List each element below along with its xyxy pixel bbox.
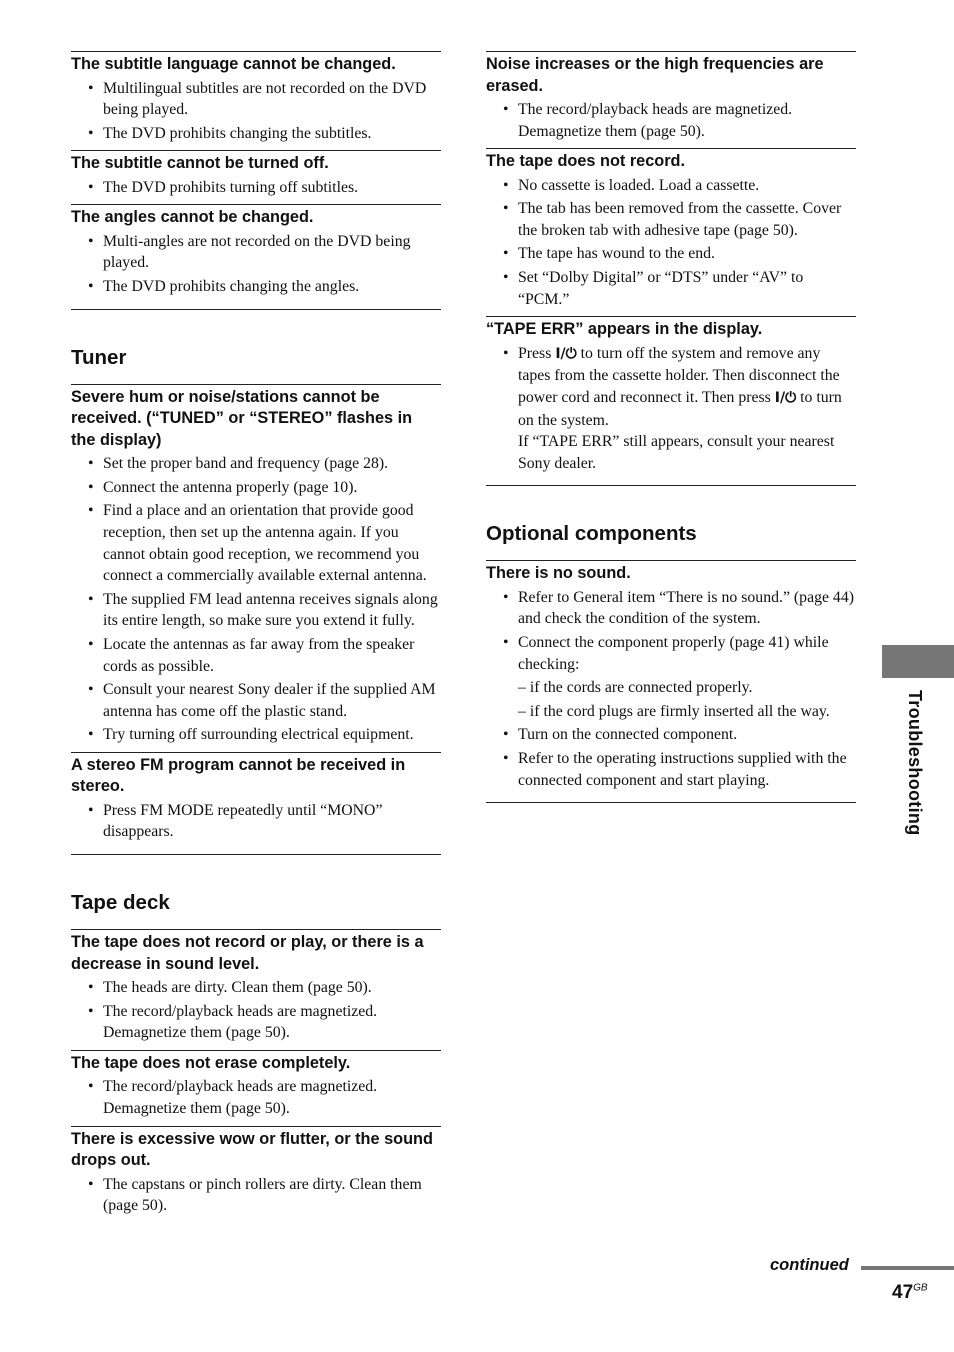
issue-heading: Noise increases or the high frequencies are erased. [486,55,824,95]
list-item: • Refer to General item “There is no sound.” (page 44) and check the condition of the system. [503,588,854,628]
list-item: • Locate the antennas as far away from the speaker cords as possible. [88,635,415,675]
list-item: • Connect the antenna properly (page 10). [88,478,358,496]
list-item: • The DVD prohibits changing the angles. [88,278,360,296]
power-icon: I/⏻ [774,389,797,406]
section-title-tuner: Tuner [71,345,127,369]
sub-item: – if the cords are connected properly. [518,679,753,697]
list-item: • The DVD prohibits changing the subtitles. [88,124,372,142]
issue-heading: The angles cannot be changed. [71,208,314,227]
page-suffix: GB [913,1282,928,1294]
issue-stereo-fm [71,752,441,855]
list-item: • Set “Dolby Digital” or “DTS” under “AV” to “PCM.” [503,269,804,308]
issue-no-sound [486,560,856,803]
section-tab-marker [882,645,954,678]
issue-heading: Severe hum or noise/stations cannot be received. (“TUNED” or “STEREO” flashes in the display) [71,387,413,449]
list-item: • The tab has been removed from the cassette. Cover the broken tab with adhesive tape (page 50). [503,200,842,239]
left-column [71,51,441,1223]
issue-noise-increases [486,51,856,142]
issue-heading: There is no sound. [486,564,631,583]
issue-severe-hum [71,384,441,746]
list-item: • No cassette is loaded. Load a cassette. [503,176,760,194]
issue-heading: “TAPE ERR” appears in the display. [486,320,763,339]
section-title-optional-components: Optional components [486,522,697,546]
list-item: • Turn on the connected component. [503,726,738,744]
list-item: • Press FM MODE repeatedly until “MONO” disappears. [88,801,383,841]
issue-subtitle-language [71,51,441,144]
continued-label: continued [770,1256,849,1274]
right-column [486,51,856,803]
issue-heading: The subtitle cannot be turned off. [71,154,329,173]
page-number: $47^{GB}$ [892,1282,928,1303]
issue-wow-flutter [71,1126,441,1217]
issue-angles [71,204,441,309]
issue-tape-err [486,316,856,486]
list-item: • Press I/⏻ to turn off the system and remove any tapes from the cassette holder. Then disconnect the power cord and reconnect it. Then press I/⏻ to turn on the system. If “TAPE ERR” still appears, consult your nearest Sony dealer. [503,344,842,472]
issue-heading: The subtitle language cannot be changed. [71,55,396,73]
list-item: • Multi-angles are not recorded on the DVD being played. [88,232,411,272]
list-item: • Try turning off surrounding electrical equipment. [88,726,414,744]
side-section-label: Troubleshooting [905,690,925,836]
list-item: • The record/playback heads are magnetized. Demagnetize them (page 50). [88,1002,378,1042]
issue-tape-record-play [71,929,441,1044]
list-item: • Consult your nearest Sony dealer if the supplied AM antenna has come off the plastic stand. [88,681,436,720]
issue-heading: The tape does not record or play, or there is a decrease in sound level. [71,933,424,973]
list-item: • The supplied FM lead antenna receives signals along its entire length, so make sure you extend it fully. [88,590,438,630]
list-item: • The DVD prohibits turning off subtitles. [88,178,359,196]
list-item: • Refer to the operating instructions supplied with the connected component and start playing. [503,749,847,789]
continued-rule [861,1266,954,1270]
issue-tape-not-record [486,148,856,310]
power-icon: I/⏻ [555,345,577,362]
issue-tape-erase [71,1050,441,1120]
list-item: • The capstans or pinch rollers are dirty. Clean them (page 50). [88,1175,422,1215]
list-item: • The record/playback heads are magnetized. Demagnetize them (page 50). [503,101,793,140]
list-item: • The tape has wound to the end. [503,245,715,263]
section-title-tape-deck: Tape deck [71,891,170,915]
issue-heading: The tape does not record. [486,152,686,171]
issue-heading: The tape does not erase completely. [71,1053,351,1072]
list-item: • The heads are dirty. Clean them (page 50). [88,979,372,997]
sub-item: – if the cord plugs are firmly inserted all the way. [518,702,830,720]
list-item: • Connect the component properly (page 41) while checking: [503,634,829,673]
issue-subtitle-off [71,150,441,198]
issue-heading: A stereo FM program cannot be received in stereo. [71,755,406,796]
list-item: • Multilingual subtitles are not recorded on the DVD being played. [88,79,427,119]
list-item: • The record/playback heads are magnetized. Demagnetize them (page 50). [88,1078,378,1117]
issue-heading: There is excessive wow or flutter, or the sound drops out. [71,1129,433,1170]
list-item: • Set the proper band and frequency (page 28). [88,455,389,473]
list-item: • Find a place and an orientation that provide good reception, then set up the antenna again. If you cannot obtain good reception, we recommend you connect a commercially available external antenna. [88,502,427,585]
